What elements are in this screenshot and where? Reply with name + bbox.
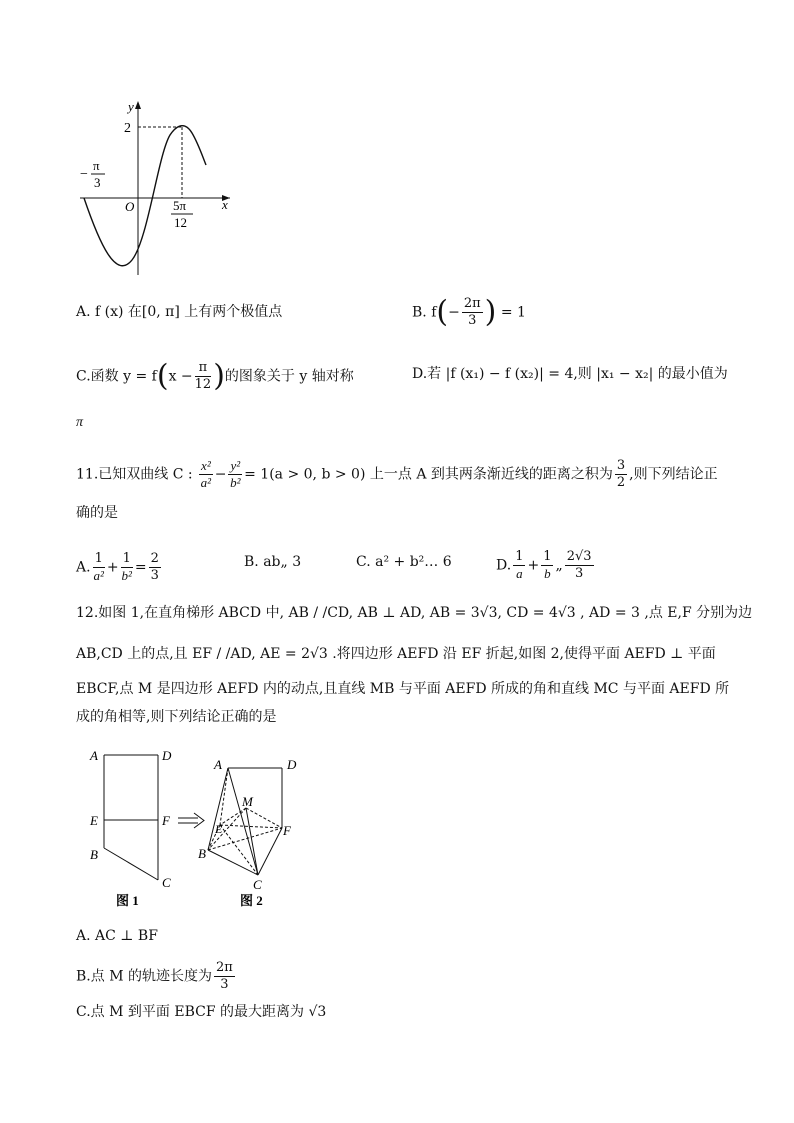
fig2-label-a: A bbox=[214, 757, 222, 772]
fig2-label-m: M bbox=[242, 794, 253, 809]
fig1-label-e: E bbox=[90, 813, 98, 828]
fig1-label-f: F bbox=[162, 813, 170, 828]
five-pi-den: 12 bbox=[174, 215, 187, 230]
fig2-caption: 图 2 bbox=[240, 893, 263, 908]
fig2-ac bbox=[228, 768, 258, 875]
fig2-mb bbox=[208, 808, 246, 850]
q10-option-a: A. f (x) 在[0, π] 上有两个极值点 bbox=[76, 304, 283, 320]
fig2-label-c: C bbox=[253, 877, 262, 892]
q10-option-d-cont: π bbox=[76, 415, 84, 430]
q12-option-c: C.点 M 到平面 EBCF 的最大距离为 √3 bbox=[76, 1004, 327, 1020]
fold-arrow-head bbox=[194, 813, 204, 828]
fig2-bc bbox=[208, 850, 258, 875]
fig1-label-c: C bbox=[162, 875, 171, 890]
fig2-fc bbox=[258, 828, 282, 875]
q12-option-b: B.点 M 的轨迹长度为 $\frac{2\pi}{3}$ bbox=[76, 960, 233, 992]
five-pi-num: 5π bbox=[173, 198, 187, 213]
q12-line-3: EBCF,点 M 是四边形 AEFD 内的动点,且直线 MB 与平面 AEFD 所成的角和直线 MC 与平面 AEFD 所 bbox=[76, 681, 730, 697]
fig2-mc bbox=[246, 808, 258, 875]
fig2-mf bbox=[246, 808, 282, 828]
q12-line-4: 成的角相等,则下列结论正确的是 bbox=[76, 709, 277, 725]
q11-option-d: D. $\frac{1}{a}$ + $\frac{1}{b}$ „ $\frac{2√3}{3}$ bbox=[496, 549, 592, 581]
q12-figures bbox=[80, 740, 320, 915]
neg-pi-third-den: 3 bbox=[94, 175, 101, 190]
fig2-label-d: D bbox=[287, 757, 297, 772]
fig2-label-b: B bbox=[198, 846, 206, 861]
y-axis-arrow bbox=[135, 101, 141, 109]
fig2-label-f: F bbox=[283, 823, 291, 838]
sine-graph bbox=[70, 95, 250, 275]
x-axis-label: x bbox=[222, 197, 228, 212]
y-max-label: 2 bbox=[124, 121, 131, 136]
y-axis-label: y bbox=[128, 99, 134, 114]
q10-option-c: C.函数 y = f(x − $\frac{\pi}{12}$ )的图象关于 y 轴对称 bbox=[76, 358, 354, 394]
q12-line-2: AB,CD 上的点,且 EF / /AD, AE = 2√3 .将四边形 AEFD 沿 EF 折起,如图 2,使得平面 AEFD ⊥ 平面 bbox=[76, 646, 716, 662]
fig1-label-a: A bbox=[90, 748, 98, 763]
q11-option-c: C. a² + b²… 6 bbox=[356, 554, 452, 570]
q11-stem-cont: 确的是 bbox=[76, 505, 118, 521]
fig2-label-e: E bbox=[215, 822, 223, 836]
q12-option-a: A. AC ⊥ BF bbox=[76, 928, 158, 944]
neg-pi-third-num: π bbox=[93, 158, 100, 173]
q10-option-b: B. f(− $\frac{2\pi}{3}$ ) = 1 bbox=[412, 294, 526, 330]
origin-label: O bbox=[125, 199, 135, 214]
q11-stem: 11.已知双曲线 C : $\frac{\text{x²}}{\text{a²}}$ − $\frac{\text{y²}}{\text{b²}}$ = 1(a > 0, b > 0) 上一点 A 到其两条渐近线的距离之积为 $\frac{3}{2}$ ,则下列结论正 bbox=[76, 458, 718, 490]
q11-option-a: A. $\frac{1}{\text{a²}}$ + $\frac{1}{\text{b²}}$ = $\frac{2}{3}$ bbox=[76, 551, 159, 583]
fig1-bc bbox=[104, 848, 158, 880]
fig2-ec bbox=[220, 825, 258, 875]
fig2-ef bbox=[220, 825, 282, 828]
fig2-ab bbox=[208, 768, 228, 850]
neg-pi-third-sign: − bbox=[80, 167, 88, 182]
q10-option-d: D.若 |f (x₁) − f (x₂)| = 4,则 |x₁ − x₂| 的最小值为 bbox=[412, 366, 728, 382]
q11-option-b: B. ab„ 3 bbox=[244, 554, 302, 570]
fig1-caption: 图 1 bbox=[116, 893, 139, 908]
fig1-label-d: D bbox=[162, 748, 172, 763]
fig1-label-b: B bbox=[90, 847, 98, 862]
sine-curve bbox=[84, 126, 206, 266]
q12-line-1: 12.如图 1,在直角梯形 ABCD 中, AB / /CD, AB ⊥ AD, AB = 3√3, CD = 4√3 , AD = 3 ,点 E,F 分别为边 bbox=[76, 605, 753, 621]
